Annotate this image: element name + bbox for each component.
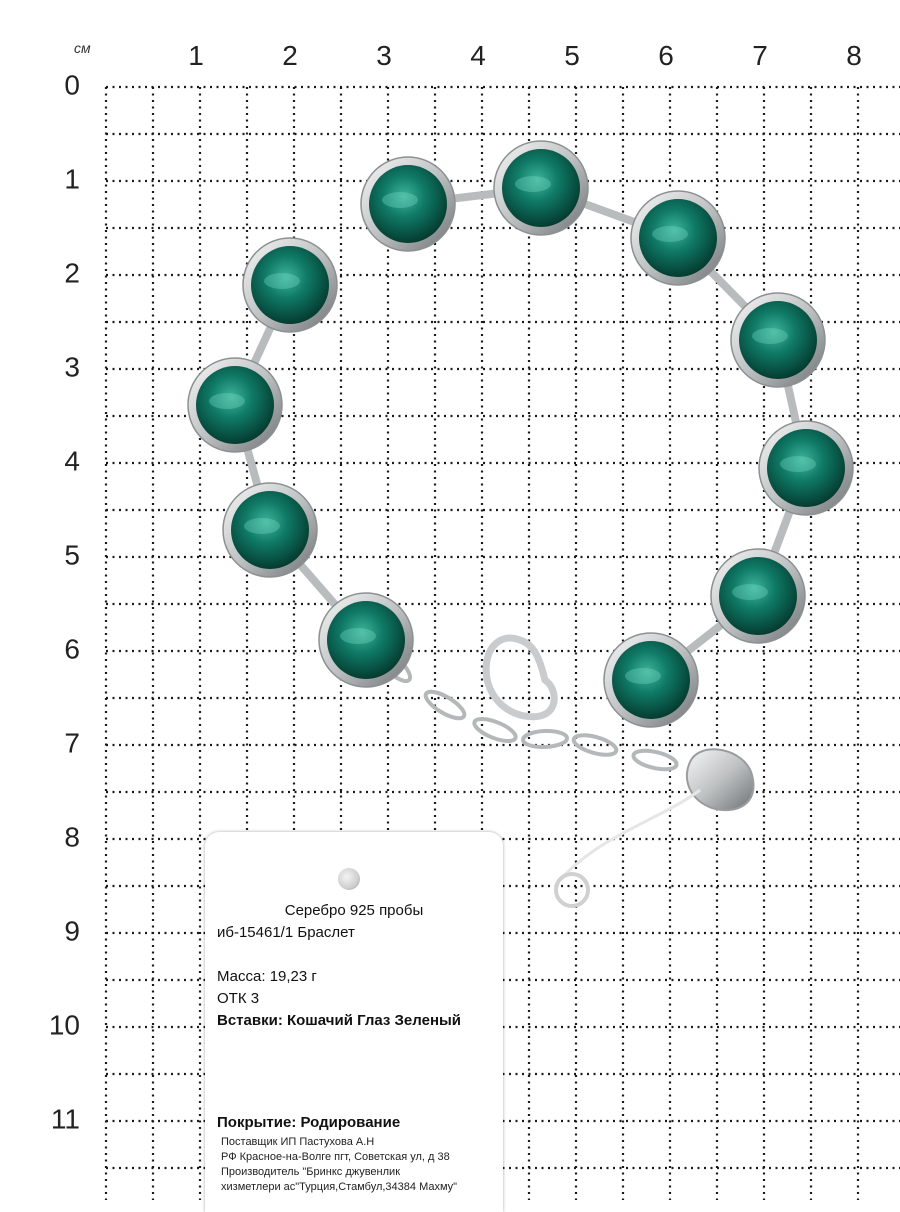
ruler-y-tick: 5 (64, 539, 80, 571)
ruler-y-tick: 0 (64, 69, 80, 101)
ruler-x-tick: 3 (376, 40, 392, 71)
cats-eye-stone (319, 593, 413, 687)
ruler-y-tick: 2 (64, 257, 80, 289)
ruler-y-tick: 9 (64, 915, 80, 947)
cats-eye-stone (494, 141, 588, 235)
tag-mass-value: 19,23 г (269, 968, 317, 985)
tag-line-article: иб-15461/1 Браслет (217, 924, 355, 941)
ruler-x-tick: 4 (470, 40, 486, 71)
ruler-y-tick: 11 (50, 1103, 80, 1135)
ruler-y-tick: 10 (48, 1009, 80, 1041)
tag-line-metal: Серебро 925 пробы (284, 902, 424, 919)
cats-eye-stone (188, 358, 282, 452)
tag-inserts-label: Вставки: (217, 1012, 283, 1029)
extension-chain-link (472, 714, 519, 745)
tag-address: РФ Красное-на-Волге пгт, Советская ул, д 38 (221, 1151, 450, 1163)
tag-string-ring (556, 874, 588, 906)
ruler-unit-label: см (74, 40, 91, 56)
tag-coating-value: Родирование (300, 1114, 401, 1131)
cats-eye-sheen (732, 584, 768, 600)
tag-supplier: Поставщик ИП Пастухова А.Н (221, 1136, 375, 1148)
cats-eye-sheen (652, 226, 688, 242)
tag-mass (217, 968, 317, 985)
ruler-y-tick: 3 (64, 351, 80, 383)
cats-eye-stone (604, 633, 698, 727)
tag-hole (338, 868, 360, 890)
ruler-y-tick: 7 (64, 727, 80, 759)
tag-inserts (217, 1012, 461, 1029)
cats-eye-stone (759, 421, 853, 515)
ruler-y-tick: 8 (64, 821, 80, 853)
cats-eye-stone (711, 549, 805, 643)
cats-eye-stone (243, 238, 337, 332)
cats-eye-sheen (340, 628, 376, 644)
ruler-x-tick: 2 (282, 40, 298, 71)
cats-eye-sheen (264, 273, 300, 289)
tag-coating (217, 1114, 400, 1131)
extension-chain-link (422, 687, 468, 723)
cats-eye-stone (631, 191, 725, 285)
cats-eye-sheen (244, 518, 280, 534)
cats-eye-stone (223, 483, 317, 577)
ruler-y-tick: 1 (64, 163, 80, 195)
ruler-x-tick: 8 (846, 40, 862, 71)
ruler-x-tick: 6 (658, 40, 674, 71)
tag-maker-line2: хизметлери ас"Турция,Стамбул,34384 Махму" (221, 1181, 458, 1193)
ruler-x-tick: 1 (188, 40, 204, 71)
cats-eye-stone (731, 293, 825, 387)
cats-eye-sheen (780, 456, 816, 472)
tag-otk: ОТК 3 (217, 990, 260, 1007)
ruler-y-tick: 6 (64, 633, 80, 665)
cats-eye-sheen (382, 192, 418, 208)
cats-eye-sheen (625, 668, 661, 684)
tag-pendant (687, 749, 754, 810)
cats-eye-sheen (209, 393, 245, 409)
tag-mass-label: Масса: (217, 968, 266, 985)
cats-eye-sheen (752, 328, 788, 344)
tag-maker-line1: Производитель "Бринкс джувенлик (221, 1166, 401, 1178)
tag-string (560, 790, 700, 880)
cats-eye-sheen (515, 176, 551, 192)
lobster-clasp (486, 638, 554, 717)
cats-eye-stone (361, 157, 455, 251)
tag-inserts-value: Кошачий Глаз Зеленый (286, 1012, 462, 1029)
ruler-x-tick: 7 (752, 40, 768, 71)
price-tag (205, 832, 503, 1212)
tag-coating-label: Покрытие: (217, 1114, 297, 1131)
ruler-x-tick: 5 (564, 40, 580, 71)
ruler-y-tick: 4 (64, 445, 80, 477)
extension-chain-link (632, 747, 678, 772)
